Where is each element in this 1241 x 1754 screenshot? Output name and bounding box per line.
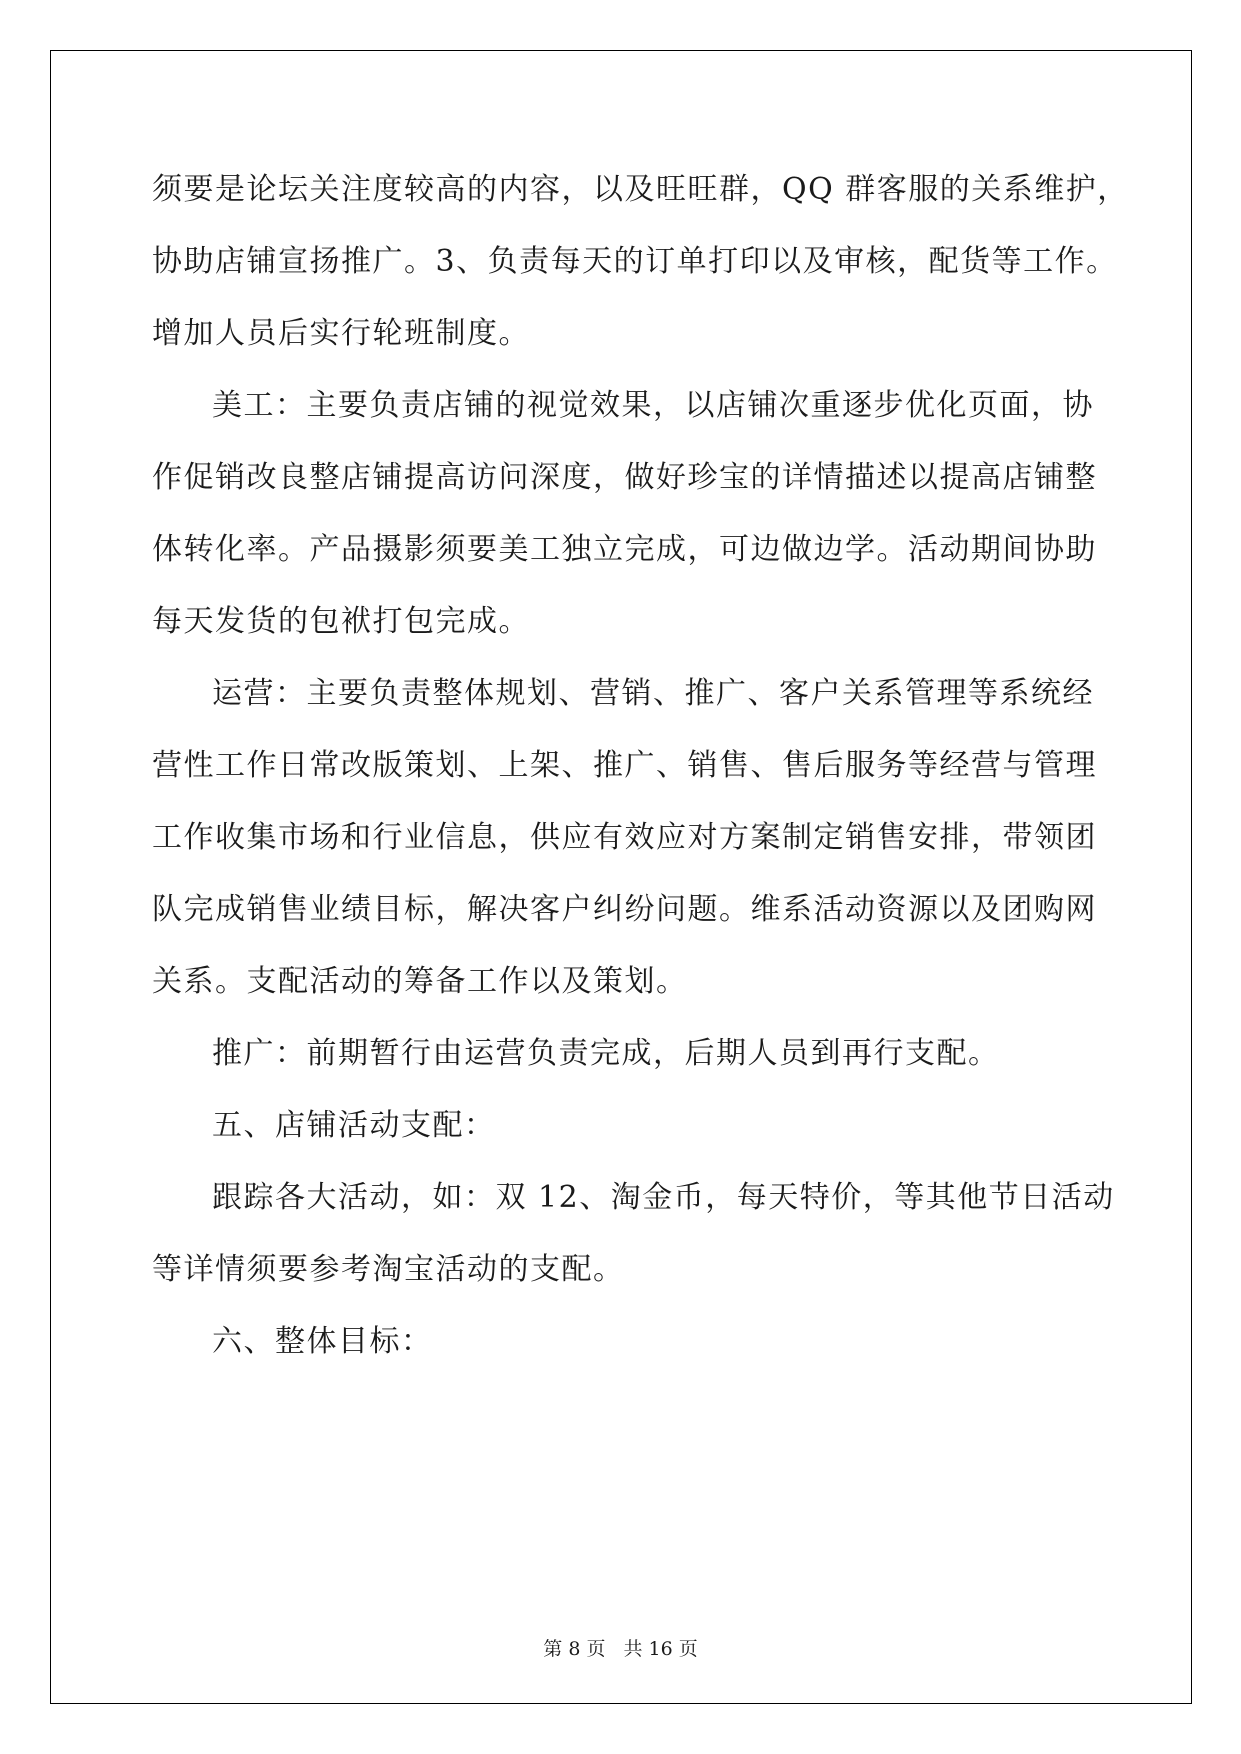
- paragraph-line-6: 体转化率。产品摄影须要美工独立完成，可边做边学。活动期间协助: [152, 532, 1097, 567]
- paragraph-line-7: 每天发货的包袱打包完成。: [152, 604, 530, 639]
- paragraph-line-16: 等详情须要参考淘宝活动的支配。: [152, 1252, 625, 1287]
- section-heading-6: 六、整体目标：: [212, 1324, 433, 1359]
- paragraph-line-15: 跟踪各大活动，如：双 12、淘金币，每天特价，等其他节日活动: [212, 1180, 1115, 1215]
- paragraph-line-11: 队完成销售业绩目标，解决客户纠纷问题。维系活动资源以及团购网: [152, 892, 1097, 927]
- paragraph-line-8: 运营：主要负责整体规划、营销、推广、客户关系管理等系统经: [212, 676, 1094, 711]
- paragraph-line-2: 协助店铺宣扬推广。3、负责每天的订单打印以及审核，配货等工作。: [152, 244, 1118, 279]
- paragraph-line-5: 作促销改良整店铺提高访问深度，做好珍宝的详情描述以提高店铺整: [152, 460, 1097, 495]
- paragraph-line-1: 须要是论坛关注度较高的内容，以及旺旺群，QQ 群客服的关系维护，: [152, 172, 1129, 207]
- section-heading-5: 五、店铺活动支配：: [212, 1108, 496, 1143]
- page-frame: [50, 50, 1192, 1704]
- paragraph-line-4: 美工：主要负责店铺的视觉效果，以店铺次重逐步优化页面，协: [212, 388, 1094, 423]
- page-total: 共 16 页: [623, 1638, 698, 1660]
- paragraph-line-3: 增加人员后实行轮班制度。: [152, 316, 530, 351]
- paragraph-line-9: 营性工作日常改版策划、上架、推广、销售、售后服务等经营与管理: [152, 748, 1097, 783]
- paragraph-line-10: 工作收集市场和行业信息，供应有效应对方案制定销售安排，带领团: [152, 820, 1097, 855]
- page-footer: [0, 1634, 1241, 1661]
- paragraph-line-13: 推广：前期暂行由运营负责完成，后期人员到再行支配。: [212, 1036, 1000, 1071]
- page-number: 第 8 页: [543, 1638, 606, 1660]
- paragraph-line-12: 关系。支配活动的筹备工作以及策划。: [152, 964, 688, 999]
